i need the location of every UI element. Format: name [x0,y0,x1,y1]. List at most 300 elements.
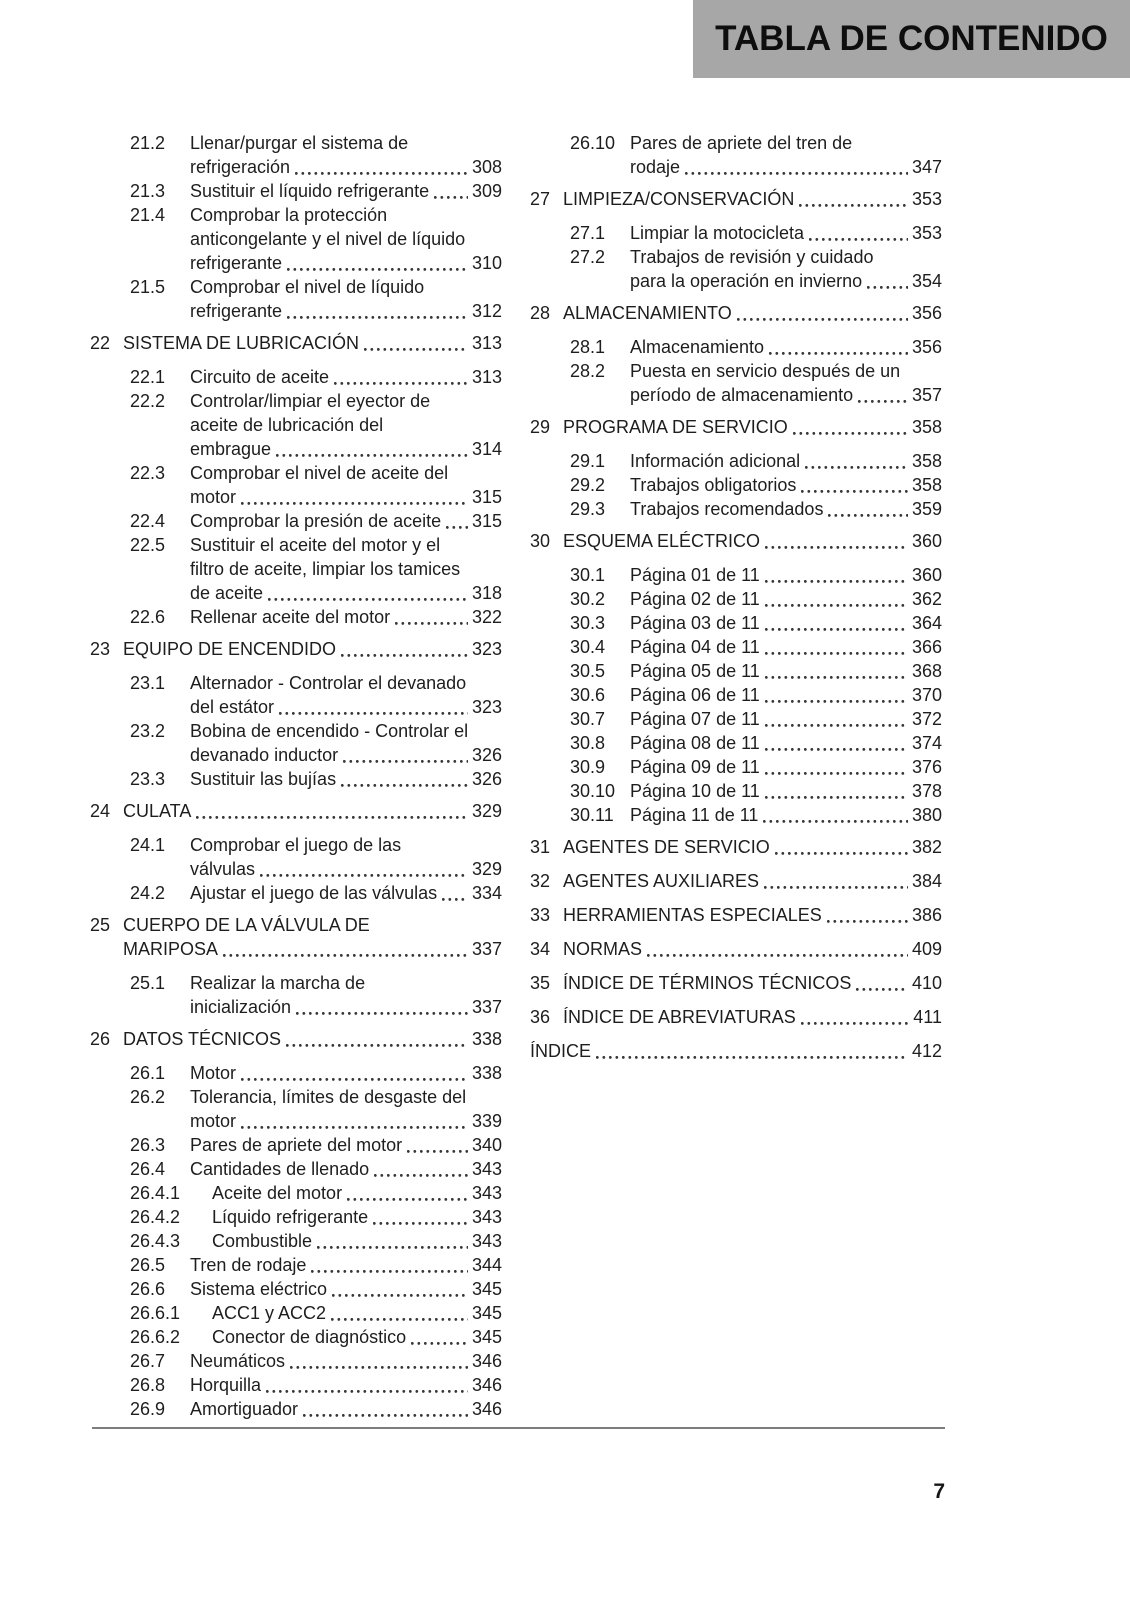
entry-body [190,131,502,179]
entry-page-number: 334 [471,883,502,903]
entry-page-number: 338 [471,1063,502,1083]
toc-entry [530,415,942,439]
toc-entry [530,131,942,179]
dot-leader [407,1150,468,1153]
entry-title-line [212,1325,502,1349]
entry-page-number: 382 [911,837,942,857]
entry-title-text: Página 09 de 11 [630,757,760,777]
toc-entry [530,683,942,707]
entry-title-text: ESQUEMA ELÉCTRICO [563,531,761,551]
entry-number: 26.4.2 [130,1207,181,1227]
dot-leader [341,784,468,787]
entry-title-line [563,529,942,553]
entry-body [190,1349,502,1373]
entry-title-text: Combustible [212,1231,313,1251]
entry-page-number: 309 [471,181,502,201]
entry-title-line [630,155,942,179]
toc-entry [530,903,942,927]
entry-title-text: Página 04 de 11 [630,637,760,657]
toc-entry [90,365,502,389]
entry-number: 22.5 [130,535,166,555]
entry-number: 27.1 [570,223,606,243]
entry-title-text: ÍNDICE DE TÉRMINOS TÉCNICOS [563,973,852,993]
entry-page-number: 412 [911,1041,942,1061]
entry-body [190,179,502,203]
entry-title-text: de aceite [190,583,264,603]
entry-number: 30.1 [570,565,606,585]
entry-number: 29.3 [570,499,606,519]
dot-leader [765,604,908,607]
entry-title-text: inicialización [190,997,292,1017]
entry-body [190,1397,502,1421]
dot-leader [331,1318,468,1321]
entry-body [123,331,502,355]
entry-page-number: 366 [911,637,942,657]
entry-body [530,1039,942,1063]
entry-body [630,335,942,359]
entry-title-text: Almacenamiento [630,337,765,357]
toc-entry [530,301,942,325]
entry-title-text: Sistema eléctrico [190,1279,328,1299]
entry-page-number: 326 [471,769,502,789]
entry-title-line [190,695,502,719]
entry-number: 22.3 [130,463,166,483]
entry-title-line: Sustituir el aceite del motor y el [190,535,441,555]
entry-body [630,359,942,407]
dot-leader [373,1222,468,1225]
entry-number: 26.2 [130,1087,166,1107]
entry-title-text: rodaje [630,157,681,177]
dot-leader [775,852,908,855]
entry-number: 30.7 [570,709,606,729]
entry-page-number: 356 [911,337,942,357]
entry-page-number: 346 [471,1399,502,1419]
dot-leader [347,1198,468,1201]
toc-entry [90,1277,502,1301]
entry-body [123,1027,502,1051]
entry-title-line [630,497,942,521]
entry-title-text: Página 06 de 11 [630,685,760,705]
dot-leader [685,172,908,175]
entry-number: 26.4.3 [130,1231,181,1251]
entry-title-text: período de almacenamiento [630,385,854,405]
entry-title-line: Alternador - Controlar el devanado [190,673,467,693]
entry-page-number: 345 [471,1327,502,1347]
entry-page-number: 343 [471,1183,502,1203]
toc-entry [530,221,942,245]
entry-title-text: Rellenar aceite del motor [190,607,391,627]
toc-entry [90,275,502,323]
entry-body [190,389,502,461]
entry-title-text: Tren de rodaje [190,1255,307,1275]
entry-body [190,1373,502,1397]
toc-entry [90,203,502,275]
entry-page-number: 384 [911,871,942,891]
dot-leader [374,1174,468,1177]
entry-title-text: Página 01 de 11 [630,565,760,585]
entry-title-line: Comprobar la protección [190,205,388,225]
entry-title-text: del estátor [190,697,275,717]
entry-body [123,799,502,823]
dot-leader [290,1366,468,1369]
entry-title-text: ACC1 y ACC2 [212,1303,327,1323]
footer-rule [92,1427,945,1429]
dot-leader [260,874,468,877]
dot-leader [446,526,468,529]
entry-title-line [212,1181,502,1205]
entry-number: 22.1 [130,367,166,387]
entry-page-number: 353 [911,223,942,243]
entry-body [630,707,942,731]
entry-page-number: 358 [911,417,942,437]
dot-leader [241,1078,468,1081]
toc-entry [90,509,502,533]
entry-title-line [190,1373,502,1397]
entry-number: 32 [530,871,551,891]
entry-title-line [563,937,942,961]
entry-number: 27 [530,189,551,209]
entry-title-line [190,1109,502,1133]
dot-leader [395,622,468,625]
entry-title-line [190,857,502,881]
entry-title-line [190,1349,502,1373]
dot-leader [647,954,908,957]
toc-left-column [90,131,502,1421]
entry-title-line [630,587,942,611]
dot-leader [287,268,468,271]
entry-body [563,529,942,553]
dot-leader [303,1414,468,1417]
entry-title-text: refrigerante [190,253,283,273]
entry-title-line [563,835,942,859]
entry-title-line [630,803,942,827]
entry-number: 30.10 [570,781,616,801]
entry-title-line: aceite de lubricación del [190,415,384,435]
entry-title-text: refrigerante [190,301,283,321]
entry-body [190,509,502,533]
header-bar [693,0,1130,78]
toc-entry [90,881,502,905]
toc-entry [90,1349,502,1373]
entry-page-number: 409 [911,939,942,959]
entry-title-text: SISTEMA DE LUBRICACIÓN [123,333,360,353]
entry-body [123,637,502,661]
entry-body [630,803,942,827]
dot-leader [765,546,908,549]
entry-page-number: 374 [911,733,942,753]
dot-leader [296,1012,468,1015]
dot-leader [196,816,468,819]
entry-title-line [630,707,942,731]
dot-leader [801,490,908,493]
toc-entry [530,473,942,497]
dot-leader [801,1022,910,1025]
entry-page-number: 337 [471,939,502,959]
entry-title-line [563,415,942,439]
entry-number: 22.6 [130,607,166,627]
entry-page-number: 343 [471,1159,502,1179]
toc-entry [530,245,942,293]
entry-title-text: Líquido refrigerante [212,1207,369,1227]
entry-page-number: 380 [911,805,942,825]
toc-entry [530,803,942,827]
toc-entry [530,587,942,611]
entry-title-line [212,1205,502,1229]
entry-title-line [630,221,942,245]
toc-entry [530,449,942,473]
entry-page-number: 313 [471,367,502,387]
entry-title-text: NORMAS [563,939,643,959]
entry-title-line [190,251,502,275]
entry-number: 23.3 [130,769,166,789]
page-number: 7 [933,1480,945,1503]
entry-body [190,1061,502,1085]
entry-title-text: Página 08 de 11 [630,733,760,753]
entry-body [190,275,502,323]
entry-title-line [190,179,502,203]
entry-page-number: 354 [911,271,942,291]
toc-entry [90,1181,502,1205]
entry-page-number: 347 [911,157,942,177]
entry-body [630,563,942,587]
entry-page-number: 359 [911,499,942,519]
entry-number: 26.9 [130,1399,166,1419]
entry-body [212,1229,502,1253]
entry-title-line [190,767,502,791]
dot-leader [317,1246,468,1249]
entry-page-number: 339 [471,1111,502,1131]
dot-leader [858,400,908,403]
entry-page-number: 357 [911,385,942,405]
entry-title-text: CULATA [123,801,192,821]
toc-entry [90,1373,502,1397]
entry-title-line [530,1039,942,1063]
entry-number: 21.2 [130,133,166,153]
toc-entry [90,799,502,823]
entry-title-text: Trabajos obligatorios [630,475,797,495]
toc-entry [90,1157,502,1181]
entry-title-text: motor [190,1111,237,1131]
entry-body [563,1005,942,1029]
entry-title-line [563,971,942,995]
toc-entry [530,335,942,359]
entry-page-number: 360 [911,565,942,585]
entry-title-line: Comprobar el nivel de aceite del [190,463,449,483]
dot-leader [334,382,468,385]
entry-body [190,461,502,509]
toc-entry [90,1061,502,1085]
entry-body [190,971,502,1019]
entry-body [190,203,502,275]
entry-title-text: Horquilla [190,1375,262,1395]
entry-title-line: Puesta en servicio después de un [630,361,901,381]
entry-page-number: 345 [471,1303,502,1323]
entry-title-text: Conector de diagnóstico [212,1327,407,1347]
entry-page-number: 411 [913,1007,942,1027]
entry-title-text: Página 02 de 11 [630,589,760,609]
entry-title-line [190,581,502,605]
page-title: TABLA DE CONTENIDO [715,19,1108,58]
dot-leader [828,514,908,517]
toc-entry [90,767,502,791]
entry-title-line [563,1005,942,1029]
entry-number: 25.1 [130,973,166,993]
toc-entry [530,1005,942,1029]
entry-page-number: 378 [911,781,942,801]
entry-title-line [563,869,942,893]
entry-number: 22.2 [130,391,166,411]
entry-page-number: 323 [471,697,502,717]
entry-body [563,835,942,859]
entry-body [630,779,942,803]
entry-title-text: Información adicional [630,451,801,471]
entry-title-text: ALMACENAMIENTO [563,303,732,323]
toc-entry [530,707,942,731]
toc-entry [90,331,502,355]
entry-title-line [123,937,502,961]
toc-entry [90,1397,502,1421]
entry-title-text: Ajustar el juego de las válvulas [190,883,438,903]
entry-title-line [190,995,502,1019]
entry-title-line [563,187,942,211]
entry-page-number: 308 [471,157,502,177]
entry-title-text: Página 11 de 11 [630,805,759,825]
entry-page-number: 368 [911,661,942,681]
entry-page-number: 314 [471,439,502,459]
entry-title-text: Pares de apriete del motor [190,1135,403,1155]
entry-title-text: Comprobar la presión de aceite [190,511,442,531]
toc-entry [90,719,502,767]
entry-title-text: Sustituir el líquido refrigerante [190,181,430,201]
toc-right-column [530,131,942,1073]
entry-title-line [123,331,502,355]
entry-title-text: AGENTES AUXILIARES [563,871,760,891]
dot-leader [343,760,468,763]
toc-entry [90,1229,502,1253]
entry-number: 30.8 [570,733,606,753]
entry-title-line: Bobina de encendido - Controlar el [190,721,469,741]
entry-number: 26.5 [130,1255,166,1275]
entry-body [190,1085,502,1133]
entry-title-text: válvulas [190,859,256,879]
dot-leader [827,920,908,923]
entry-number: 28.1 [570,337,606,357]
entry-page-number: 340 [471,1135,502,1155]
dot-leader [765,628,908,631]
entry-title-text: Amortiguador [190,1399,299,1419]
entry-page-number: 372 [911,709,942,729]
entry-number: 30.6 [570,685,606,705]
entry-body [563,937,942,961]
entry-title-line [630,659,942,683]
toc-entry [90,1085,502,1133]
entry-number: 26.6 [130,1279,166,1299]
entry-title-line: Pares de apriete del tren de [630,133,853,153]
entry-body [563,971,942,995]
entry-number: 26.6.1 [130,1303,181,1323]
dot-leader [867,286,908,289]
entry-title-line: anticongelante y el nivel de líquido [190,229,466,249]
entry-title-text: Trabajos recomendados [630,499,824,519]
toc-entry [530,611,942,635]
entry-title-text: MARIPOSA [123,939,219,959]
entry-title-line [190,1397,502,1421]
toc-entry [530,869,942,893]
dot-leader [295,172,468,175]
entry-number: 30.11 [570,805,614,825]
entry-number: 21.3 [130,181,166,201]
dot-leader [596,1056,908,1059]
entry-body [212,1325,502,1349]
entry-page-number: 329 [471,859,502,879]
entry-title-line [190,1157,502,1181]
entry-body [190,1133,502,1157]
toc-entry [530,497,942,521]
toc-entry [530,187,942,211]
toc-entry [90,389,502,461]
toc-entry [530,755,942,779]
entry-title-line [190,881,502,905]
entry-page-number: 343 [471,1207,502,1227]
toc-entry [530,659,942,683]
entry-page-number: 346 [471,1351,502,1371]
toc-entry [530,529,942,553]
entry-number: 26.4.1 [130,1183,181,1203]
entry-page-number: 313 [471,333,502,353]
entry-title-line [123,799,502,823]
entry-title-line [630,635,942,659]
dot-leader [765,676,908,679]
toc-entry [90,461,502,509]
dot-leader [266,1390,468,1393]
toc-entry [90,1301,502,1325]
entry-page-number: 322 [471,607,502,627]
entry-page-number: 346 [471,1375,502,1395]
entry-body [190,1277,502,1301]
entry-title-line: Tolerancia, límites de desgaste del [190,1087,467,1107]
dot-leader [286,1044,468,1047]
dot-leader [332,1294,468,1297]
entry-page-number: 370 [911,685,942,705]
entry-page-number: 337 [471,997,502,1017]
entry-body [563,415,942,439]
entry-number: 30.9 [570,757,606,777]
entry-title-text: devanado inductor [190,745,339,765]
entry-title-line [190,155,502,179]
entry-title-text: Circuito de aceite [190,367,330,387]
entry-body [630,131,942,179]
entry-number: 26.1 [130,1063,166,1083]
entry-number: 25 [90,915,111,935]
entry-page-number: 376 [911,757,942,777]
entry-number: 21.5 [130,277,166,297]
entry-page-number: 318 [471,583,502,603]
dot-leader [764,886,908,889]
toc-entry [90,179,502,203]
entry-body [190,605,502,629]
entry-number: 29 [530,417,551,437]
entry-title-line: CUERPO DE LA VÁLVULA DE [123,915,370,935]
entry-body [190,671,502,719]
entry-title-text: embrague [190,439,272,459]
dot-leader [311,1270,468,1273]
entry-title-text: Página 10 de 11 [630,781,760,801]
entry-body [212,1205,502,1229]
entry-number: 34 [530,939,551,959]
entry-number: 27.2 [570,247,606,267]
dot-leader [765,796,908,799]
entry-number: 26.7 [130,1351,166,1371]
